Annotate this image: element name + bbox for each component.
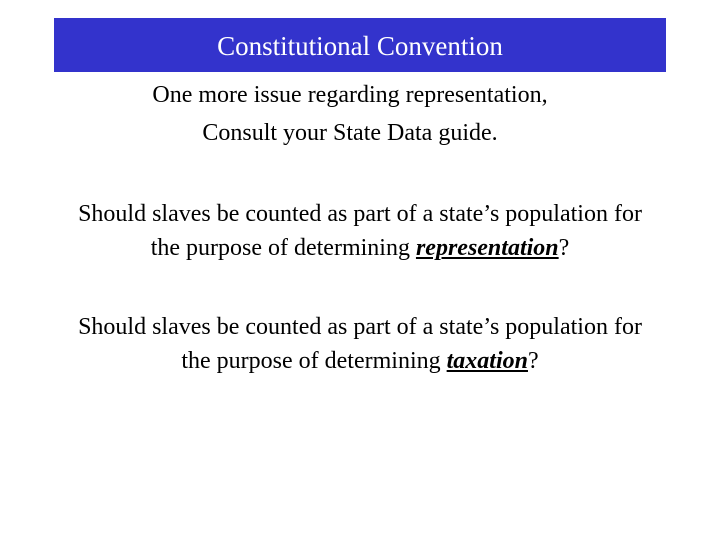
question-prefix: the purpose of determining (150, 235, 416, 261)
question-mark: ? (558, 235, 570, 261)
intro-text (0, 76, 700, 152)
intro-line-2: Consult your State Data guide. (202, 120, 498, 146)
question-line-1: Should slaves be counted as part of a state’s population for (78, 314, 642, 340)
page-title: Constitutional Convention (217, 30, 503, 61)
intro-line-1: One more issue regarding representation, (152, 82, 548, 108)
question-mark: ? (527, 348, 539, 374)
question-line-1: Should slaves be counted as part of a state’s population for (78, 201, 642, 227)
emphasized-term-taxation: taxation (446, 348, 528, 374)
question-representation (0, 197, 720, 265)
question-line-2 (0, 344, 720, 378)
question-taxation (0, 310, 720, 378)
title-bar (54, 18, 666, 72)
question-prefix: the purpose of determining (181, 348, 447, 374)
emphasized-term-representation: representation (415, 235, 559, 261)
question-line-2 (0, 231, 720, 265)
